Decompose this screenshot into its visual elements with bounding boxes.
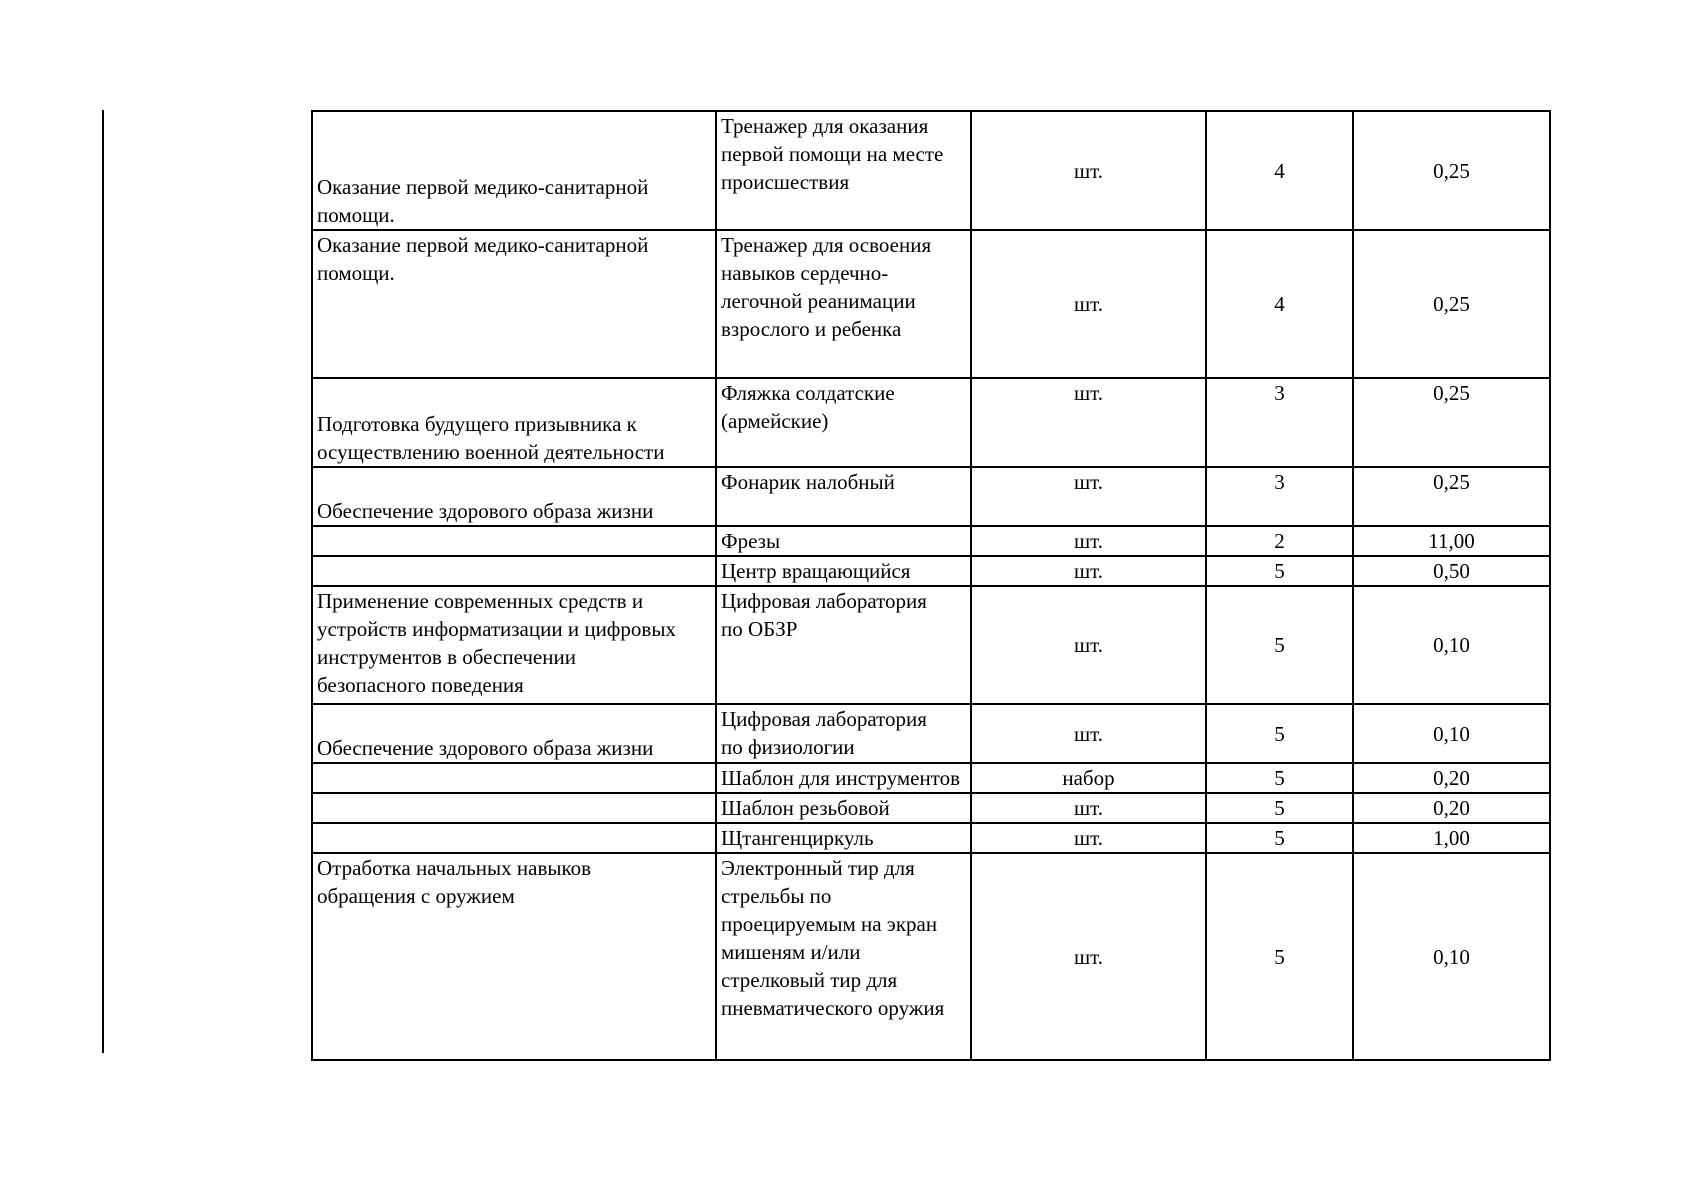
norm-cell: 0,50: [1353, 556, 1550, 586]
item-cell: Шаблон для инструментов: [716, 763, 971, 793]
unit-cell: шт.: [971, 586, 1206, 704]
table-row: [312, 230, 1550, 378]
quantity-cell: 5: [1206, 823, 1353, 853]
unit-cell: шт.: [971, 556, 1206, 586]
quantity-cell: 2: [1206, 526, 1353, 556]
norm-cell: 11,00: [1353, 526, 1550, 556]
norm-cell: 0,20: [1353, 793, 1550, 823]
quantity-cell: 5: [1206, 793, 1353, 823]
item-cell: Центр вращающийся: [716, 556, 971, 586]
quantity-cell: 4: [1206, 111, 1353, 230]
unit-cell: набор: [971, 763, 1206, 793]
unit-cell: шт.: [971, 853, 1206, 1060]
quantity-cell: 5: [1206, 853, 1353, 1060]
norm-cell: 0,25: [1353, 230, 1550, 378]
item-cell: Фляжка солдатские (армейские): [716, 378, 971, 467]
item-cell: Фонарик налобный: [716, 467, 971, 526]
unit-cell: шт.: [971, 526, 1206, 556]
quantity-cell: 3: [1206, 467, 1353, 526]
unit-cell: шт.: [971, 111, 1206, 230]
item-cell: Фрезы: [716, 526, 971, 556]
topic-cell: Обеспечение здорового образа жизни: [312, 467, 716, 526]
quantity-cell: 3: [1206, 378, 1353, 467]
topic-cell: Оказание первой медико-санитарной помощи.: [312, 111, 716, 230]
unit-cell: шт.: [971, 230, 1206, 378]
norm-cell: 1,00: [1353, 823, 1550, 853]
quantity-cell: 5: [1206, 586, 1353, 704]
table-row: [312, 853, 1550, 1060]
unit-cell: шт.: [971, 704, 1206, 763]
table-row: [312, 111, 1550, 230]
unit-cell: шт.: [971, 793, 1206, 823]
equipment-table: [311, 110, 1551, 1061]
norm-cell: 0,10: [1353, 853, 1550, 1060]
table-row: [312, 793, 1550, 823]
topic-cell: Подготовка будущего призывника к осуществлению военной деятельности: [312, 378, 716, 467]
item-cell: Цифровая лаборатория по физиологии: [716, 704, 971, 763]
quantity-cell: 5: [1206, 704, 1353, 763]
item-cell: Электронный тир для стрельбы по проецируемым на экран мишеням и/или стрелковый тир для пневматического оружия: [716, 853, 971, 1060]
norm-cell: 0,25: [1353, 111, 1550, 230]
item-cell: Цифровая лаборатория по ОБЗР: [716, 586, 971, 704]
unit-cell: шт.: [971, 378, 1206, 467]
table-row: [312, 467, 1550, 526]
topic-cell: [312, 763, 716, 793]
topic-cell: [312, 793, 716, 823]
table-row: [312, 526, 1550, 556]
table-row: [312, 586, 1550, 704]
norm-cell: 0,10: [1353, 704, 1550, 763]
topic-cell: Применение современных средств и устройств информатизации и цифровых инструментов в обеспечении безопасного поведения: [312, 586, 716, 704]
table-row: [312, 823, 1550, 853]
table-row: [312, 556, 1550, 586]
norm-cell: 0,10: [1353, 586, 1550, 704]
item-cell: Щтангенциркуль: [716, 823, 971, 853]
norm-cell: 0,20: [1353, 763, 1550, 793]
item-cell: Тренажер для оказания первой помощи на месте происшествия: [716, 111, 971, 230]
item-cell: Тренажер для освоения навыков сердечно- легочной реанимации взрослого и ребенка: [716, 230, 971, 378]
item-cell: Шаблон резьбовой: [716, 793, 971, 823]
unit-cell: шт.: [971, 467, 1206, 526]
topic-cell: [312, 556, 716, 586]
table-row: [312, 704, 1550, 763]
unit-cell: шт.: [971, 823, 1206, 853]
norm-cell: 0,25: [1353, 378, 1550, 467]
quantity-cell: 5: [1206, 556, 1353, 586]
topic-cell: Отработка начальных навыков обращения с оружием: [312, 853, 716, 1060]
table-row: [312, 763, 1550, 793]
topic-cell: [312, 823, 716, 853]
margin-rule: [102, 110, 104, 1053]
table-row: [312, 378, 1550, 467]
topic-cell: [312, 526, 716, 556]
quantity-cell: 5: [1206, 763, 1353, 793]
topic-cell: Обеспечение здорового образа жизни: [312, 704, 716, 763]
norm-cell: 0,25: [1353, 467, 1550, 526]
quantity-cell: 4: [1206, 230, 1353, 378]
topic-cell: Оказание первой медико-санитарной помощи.: [312, 230, 716, 378]
